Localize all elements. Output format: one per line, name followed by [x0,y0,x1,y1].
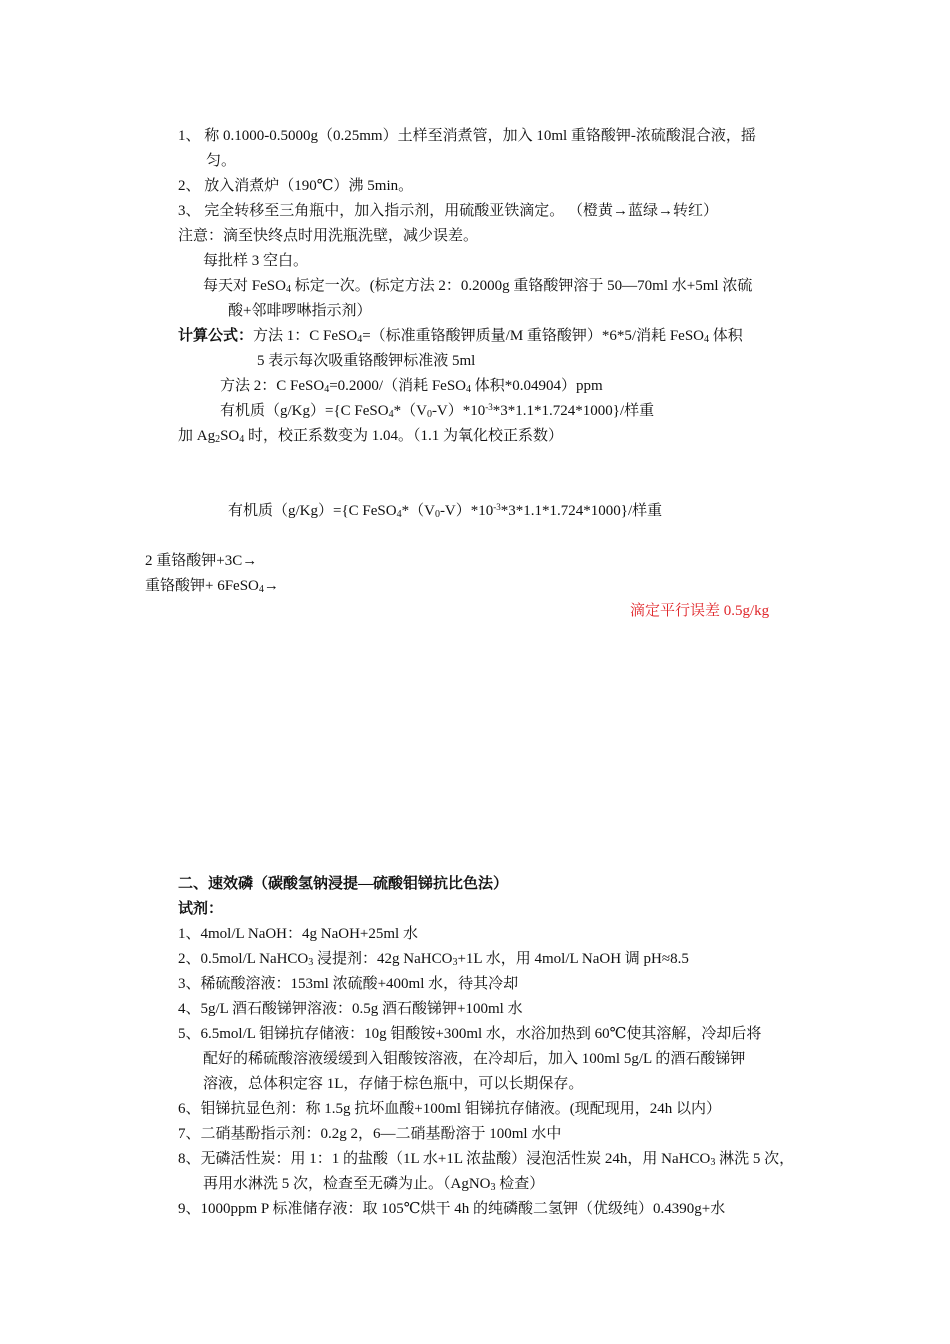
reagent-5-line-2: 配好的稀硫酸溶液缓缓到入钼酸铵溶液，在冷却后，加入 100ml 5g/L 的酒石酸锑钾 [203,1051,746,1067]
reagent-4: 4、5g/L 酒石酸锑钾溶液：0.5g 酒石酸锑钾+100ml 水 [178,1001,523,1017]
titration-error-note: 滴定平行误差 0.5g/kg [630,603,770,619]
reagent-5: 5、6.5mol/L 钼锑抗存储液：10g 钼酸铵+300ml 水，水浴加热到 60℃使其溶解，冷却后将 [178,1026,762,1042]
reagents-label: 试剂： [178,901,224,917]
reagent-6: 6、钼锑抗显色剂：称 1.5g 抗坏血酸+100ml 钼锑抗存储液。(现配现用，24h 以内） [178,1101,722,1117]
ag2so4-note: 加 $Ag_2SO_4$ 时，校正系数变为 1.04。（1.1 为氧化校正系数） [178,428,564,445]
step-1: 1、 称 0.1000-0.5000g（0.25mm）土样至消煮管，加入 10ml 重铬酸钾-浓硫酸混合液，摇 [178,128,756,144]
step-2: 2、 放入消煮炉（190℃）沸 5min。 [178,178,414,194]
reagent-2: 2、0.5mol/L NaHCO$_3$ 浸提剂：42g NaHCO$_3$+1L 水，用 4mol/L NaOH 调 pH≈8.5 [178,951,689,968]
formula-label: 计算公式： [178,328,254,344]
step-1-continued: 匀。 [206,153,237,169]
method-2-line: 方法 2：C FeSO$_4$=0.2000/（消耗 FeSO$_4$ 体积*0.04904）ppm [220,378,603,395]
reaction-2: 重铬酸钾+ 6FeSO$_4$→ [145,578,279,595]
reagent-8: 8、无磷活性炭：用 1：1 的盐酸（1L 水+1L 浓盐酸）浸泡活性炭 24h，用 NaHCO$_3$ 淋洗 5 次， [178,1151,795,1168]
reagent-9: 9、1000ppm P 标准储存液：取 105℃烘干 4h 的纯磷酸二氢钾（优级纯）0.4390g+水 [178,1201,726,1217]
calibration-line: 每天对 FeSO$_4$ 标定一次。(标定方法 2：0.2000g 重铬酸钾溶于 50—70ml 水+5ml 浓硫 [203,278,753,295]
reagent-5-line-3: 溶液，总体积定容 1L，存储于棕色瓶中，可以长期保存。 [203,1076,584,1092]
section-2-title: 二、速效磷（碳酸氢钠浸提—硫酸钼锑抗比色法） [178,876,509,892]
blank-note: 每批样 3 空白。 [203,253,309,269]
method-1-note: 5 表示每次吸重铬酸钾标准液 5ml [257,353,476,369]
reagent-8-line-2: 再用水淋洗 5 次，检查至无磷为止。（AgNO$_3$ 检查） [203,1176,545,1193]
reaction-1: 2 重铬酸钾+3C→ [145,553,258,569]
reagent-7: 7、二硝基酚指示剂：0.2g 2，6—二硝基酚溶于 100ml 水中 [178,1126,562,1142]
calibration-line-continued: 酸+邻啡啰啉指示剂） [228,303,372,319]
method-1-line: 计算公式：方法 1：C FeSO$_4$=（标准重铬酸钾质量/M 重铬酸钾）*6*5/消耗 FeSO$_4$ 体积 [178,328,743,345]
reagent-3: 3、稀硫酸溶液：153ml 浓硫酸+400ml 水，待其冷却 [178,976,519,992]
note: 注意：滴至快终点时用洗瓶洗壁，减少误差。 [178,228,479,244]
reagent-1: 1、4mol/L NaOH：4g NaOH+25ml 水 [178,926,418,942]
organic-matter-formula-2: 有机质（g/Kg）={C $FeSO_4*(V_0-V)*10^{-3}*3*1.1*1.724*1000\}/$样重 [228,502,663,520]
step-3: 3、 完全转移至三角瓶中，加入指示剂，用硫酸亚铁滴定。 （橙黄→蓝绿→转红） [178,203,719,219]
organic-matter-formula: 有机质（g/Kg）={C $FeSO_4*(V_0-V)*10^{-3}*3*1.1*1.724*1000\}/$样重 [220,402,655,420]
